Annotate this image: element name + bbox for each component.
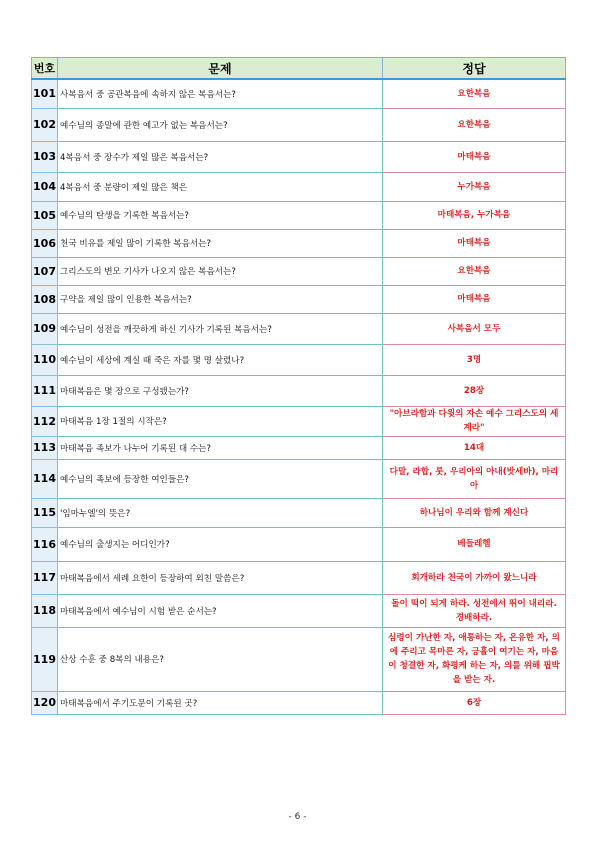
quiz-table — [31, 57, 566, 715]
row-question: 그리스도의 변모 기사가 나오지 않은 복음서는? — [58, 257, 383, 285]
row-number: 108 — [32, 285, 58, 313]
row-question: 예수님의 족보에 등장한 여인들은? — [58, 459, 383, 498]
row-answer: 마태복음, 누가복음 — [383, 201, 566, 229]
table-row — [32, 229, 566, 257]
row-question: 예수님의 탄생을 기록한 복음서는? — [58, 201, 383, 229]
row-number: 104 — [32, 172, 58, 201]
quiz-table-container — [31, 57, 565, 715]
row-number: 115 — [32, 498, 58, 527]
row-question: 마태복음에서 주기도문이 기록된 곳? — [58, 691, 383, 714]
row-number: 118 — [32, 594, 58, 627]
row-question: 천국 비유를 제일 많이 기록한 복음서는? — [58, 229, 383, 257]
table-row — [32, 285, 566, 313]
table-row — [32, 141, 566, 172]
table-row — [32, 691, 566, 714]
table-row — [32, 561, 566, 594]
row-question: 마태복음 1장 1절의 시작은? — [58, 406, 383, 436]
table-row — [32, 375, 566, 406]
table-row — [32, 172, 566, 201]
row-number: 110 — [32, 344, 58, 375]
row-question: 마태복음은 몇 장으로 구성됐는가? — [58, 375, 383, 406]
row-question: 산상 수훈 중 8복의 내용은? — [58, 627, 383, 691]
row-answer: 심령이 가난한 자, 애통하는 자, 온유한 자, 의에 주리고 목마른 자, 긍휼이 여기는 자, 마음이 청결한 자, 화평케 하는 자, 의를 위해 핍박을 받는 자. — [383, 627, 566, 691]
row-answer: 사복음서 모두 — [383, 313, 566, 344]
table-row — [32, 344, 566, 375]
row-answer: 돌이 떡이 되게 하라. 성전에서 뛰어 내리라. 경배하라. — [383, 594, 566, 627]
row-answer: 6장 — [383, 691, 566, 714]
row-question: 예수님의 출생지는 어디인가? — [58, 527, 383, 561]
table-header-row — [32, 58, 566, 80]
table-row — [32, 527, 566, 561]
row-question: 사복음서 중 공관복음에 속하지 않은 복음서는? — [58, 79, 383, 108]
row-question: 예수님이 세상에 계실 때 죽은 자를 몇 명 살렸나? — [58, 344, 383, 375]
table-row — [32, 313, 566, 344]
table-row — [32, 436, 566, 459]
row-answer: 회개하라 천국이 가까이 왔느니라 — [383, 561, 566, 594]
header-answer: 정답 — [383, 58, 566, 80]
table-row — [32, 459, 566, 498]
row-number: 109 — [32, 313, 58, 344]
row-number: 113 — [32, 436, 58, 459]
row-question: 마태복음 족보가 나누어 기록된 대 수는? — [58, 436, 383, 459]
row-answer: 마태복음 — [383, 229, 566, 257]
table-row — [32, 627, 566, 691]
row-answer: 마태복음 — [383, 285, 566, 313]
row-number: 116 — [32, 527, 58, 561]
row-answer: 3명 — [383, 344, 566, 375]
header-num: 번호 — [32, 58, 58, 80]
row-answer: 요한복음 — [383, 108, 566, 141]
table-row — [32, 257, 566, 285]
row-answer: "아브라함과 다윗의 자손 예수 그리스도의 세계라" — [383, 406, 566, 436]
row-number: 111 — [32, 375, 58, 406]
row-number: 114 — [32, 459, 58, 498]
row-number: 103 — [32, 141, 58, 172]
row-question: 구약을 제일 많이 인용한 복음서는? — [58, 285, 383, 313]
row-number: 120 — [32, 691, 58, 714]
row-question: 예수님이 성전을 깨끗하게 하신 기사가 기록된 복음서는? — [58, 313, 383, 344]
row-number: 101 — [32, 79, 58, 108]
row-answer: 누가복음 — [383, 172, 566, 201]
row-number: 106 — [32, 229, 58, 257]
row-answer: 하나님이 우리와 함께 계신다 — [383, 498, 566, 527]
table-row — [32, 108, 566, 141]
row-number: 102 — [32, 108, 58, 141]
row-question: 마태복음에서 세례 요한이 등장하여 외친 말씀은? — [58, 561, 383, 594]
row-answer: 28장 — [383, 375, 566, 406]
row-number: 107 — [32, 257, 58, 285]
row-answer: 14대 — [383, 436, 566, 459]
row-answer: 요한복음 — [383, 257, 566, 285]
table-row — [32, 79, 566, 108]
row-number: 117 — [32, 561, 58, 594]
row-answer: 베들레헴 — [383, 527, 566, 561]
row-number: 119 — [32, 627, 58, 691]
table-row — [32, 406, 566, 436]
row-answer: 요한복음 — [383, 79, 566, 108]
row-question: '임마누엘'의 뜻은? — [58, 498, 383, 527]
row-answer: 다말, 라합, 룻, 우리아의 아내(밧세바), 마리아 — [383, 459, 566, 498]
row-question: 마태복음에서 예수님이 시험 받은 순서는? — [58, 594, 383, 627]
row-number: 112 — [32, 406, 58, 436]
table-row — [32, 498, 566, 527]
row-answer: 마태복음 — [383, 141, 566, 172]
page-number: - 6 - — [288, 812, 307, 822]
row-question: 4복음서 중 장수가 제일 많은 복음서는? — [58, 141, 383, 172]
row-question: 예수님의 종말에 관한 예고가 없는 복음서는? — [58, 108, 383, 141]
row-number: 105 — [32, 201, 58, 229]
table-row — [32, 594, 566, 627]
table-row — [32, 201, 566, 229]
header-question: 문제 — [58, 58, 383, 80]
row-question: 4복음서 중 분량이 제일 많은 책은 — [58, 172, 383, 201]
